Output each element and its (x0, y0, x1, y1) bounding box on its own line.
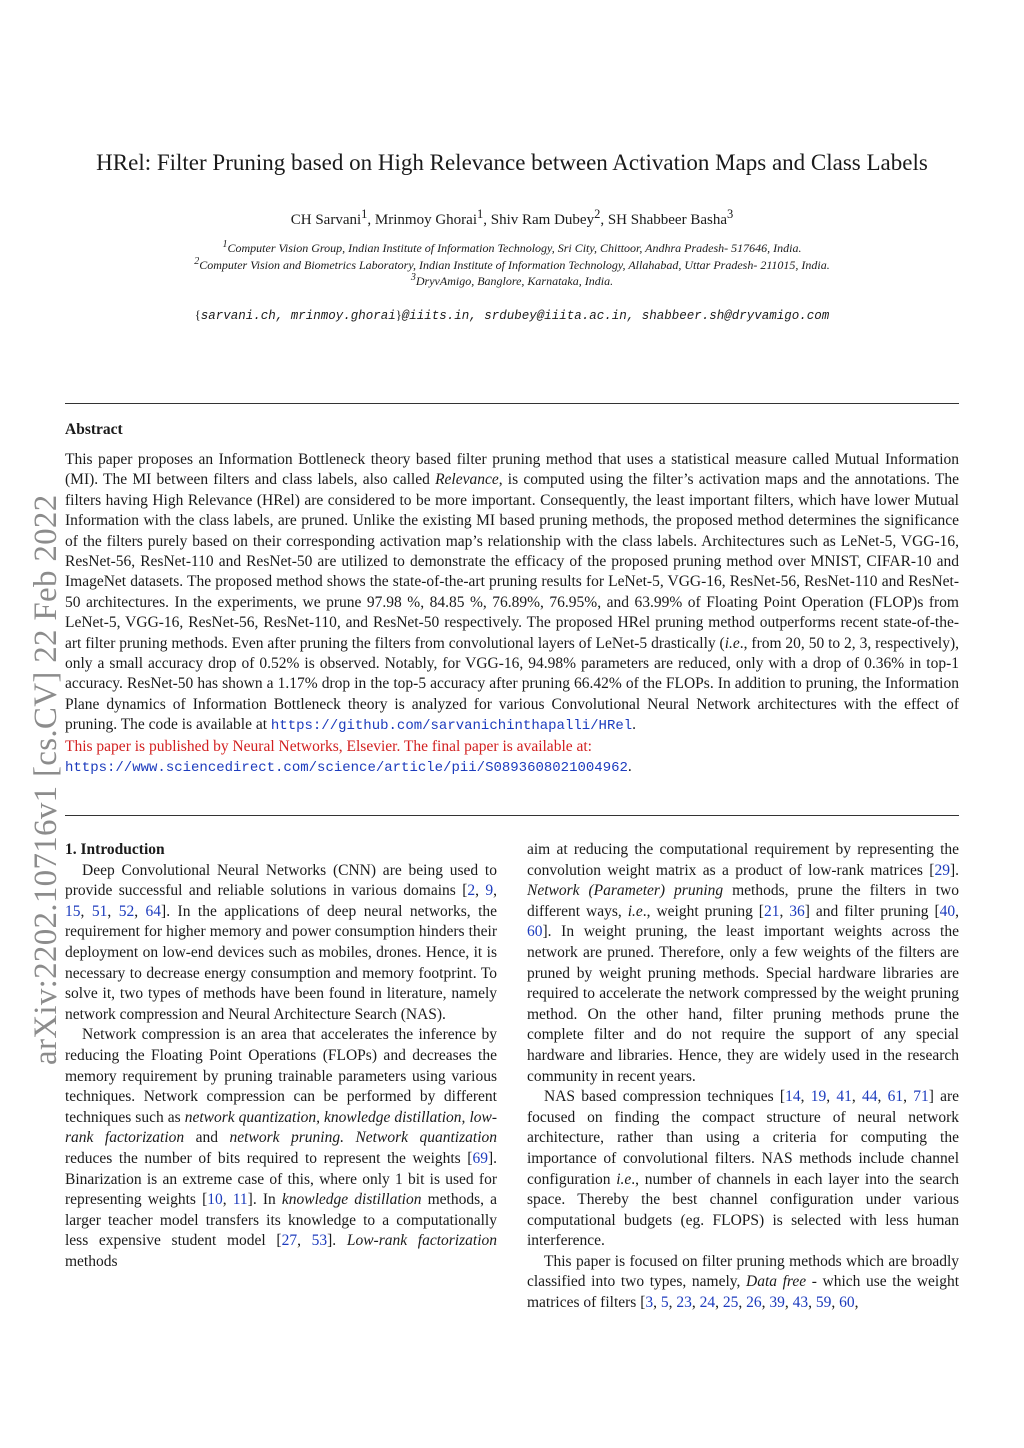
author-sup: 1 (477, 207, 484, 221)
citation[interactable]: 44 (861, 1088, 878, 1106)
citation[interactable]: 19 (810, 1088, 827, 1106)
column-left (65, 840, 497, 1272)
citation[interactable]: 36 (789, 902, 805, 920)
citation[interactable]: 60 (527, 923, 543, 941)
citation[interactable]: 40 (939, 902, 956, 920)
citation[interactable]: 10 (207, 1191, 223, 1209)
email-rest: @iiits.in, srdubey@iiita.ac.in, shabbeer.sh@dryvamigo.com (401, 309, 830, 323)
author-name: SH Shabbeer Basha (607, 212, 727, 228)
affiliation-sup: 2 (194, 256, 200, 267)
citation[interactable]: 14 (785, 1088, 801, 1106)
citation[interactable]: 3 (645, 1294, 654, 1312)
affiliation (0, 239, 1024, 256)
affiliation-sup: 3 (410, 272, 416, 283)
citation[interactable]: 15 (65, 902, 81, 920)
paragraph: This paper is focused on filter pruning methods which are broadly classified into two types, namely, Data free - which use the weight matrices of filters [3, 5, 23, 24, 25, 26, 39, 43, 59, 60, (527, 1252, 960, 1312)
email-line (0, 308, 1024, 323)
citation[interactable]: 39 (769, 1294, 785, 1312)
affiliation-sup: 1 (222, 239, 228, 250)
citation[interactable]: 2 (467, 882, 476, 900)
paragraph: Deep Convolutional Neural Networks (CNN) are being used to provide successful and reliable solutions in various domains [2, 9, 15, 51, 52, 64]. In the applications of deep neural networks, the requirement for higher memory and power consumption hinders their deployment on low-end devices such as mobiles, drones. Hence, it is necessary to decrease energy consumption and memory footprint. To solve it, two types of methods have been found in literature, namely network compression and Neural Architecture Search (NAS). (65, 861, 498, 1023)
email-brace-close: } (395, 308, 402, 322)
citation[interactable]: 23 (676, 1294, 692, 1312)
citation[interactable]: 41 (836, 1088, 852, 1106)
arxiv-stamp: arXiv:2202.10716v1 [cs.CV] 22 Feb 2022 (28, 494, 64, 1065)
paper-title: HRel: Filter Pruning based on High Relevance between Activation Maps and Class Labels (96, 150, 928, 175)
paper-link[interactable]: https://www.sciencedirect.com/science/article/pii/S0893608021004962 (65, 760, 628, 777)
citation[interactable]: 59 (815, 1294, 832, 1312)
affiliation-text: Computer Vision Group, Indian Institute of Information Technology, Sri City, Chittoor, Andhra Pradesh- 517646, India. (227, 241, 802, 255)
abstract-body: This paper proposes an Information Bottleneck theory based filter pruning method that uses a statistical measure called Mutual Information (MI). The MI between filters and class labels, also called Relevance, is computed using the filter’s activation maps and the annotations. The filters having High Relevance (HRel) are considered to be more important. Consequently, the least important filters, which have lower Mutual Information with the class labels, are pruned. Unlike the existing MI based pruning methods, the proposed method determines the significance of the filters purely based on their corresponding activation map’s relationship with the class labels. Architectures such as LeNet-5, VGG-16, ResNet-56, ResNet-110 and ResNet-50 are utilized to demonstrate the efficacy of the proposed pruning method over MNIST, CIFAR-10 and ImageNet datasets. The proposed method shows the state-of-the-art pruning results for LeNet-5, VGG-16, ResNet-56, ResNet-110 and ResNet-50 architectures. In the experiments, we prune 97.98 %, 84.85 %, 76.89%, 76.95%, and 63.99% of Floating Point Operation (FLOP)s from LeNet-5, VGG-16, ResNet-56, ResNet-110, and ResNet-50 respectively. The proposed HRel pruning method outperforms recent state-of-the-art filter pruning methods. Even after pruning the filters from convolutional layers of LeNet-5 drastically (i.e., from 20, 50 to 2, 3, respectively), only a small accuracy drop of 0.52% is observed. Notably, for VGG-16, 94.98% parameters are reduced, only with a drop of 0.36% in top-1 accuracy. ResNet-50 has shown a 1.17% drop in the top-5 accuracy after pruning 66.42% of the FLOPs. In addition to pruning, the Information Plane dynamics of Information Bottleneck theory is analyzed for various Convolutional Neural Network architectures with the effect of pruning. The code is available at https://github.com/sarvanichinthapalli/HRel. This paper is published by Neural Networks, Elsevier. The final paper is available at: https://www.sciencedirect.com/science/article/pii/S0893608021004962. (65, 451, 960, 777)
paragraph: aim at reducing the computational requirement by representing the convolution weight matrix as a product of low-rank matrices [29]. Network (Parameter) pruning methods, prune the filters in two different ways, i.e., weight pruning [21, 36] and filter pruning [40, 60]. In weight pruning, the least important weights across the network are pruned. Therefore, only a few weights of the filters are pruned by weight pruning methods. Special hardware libraries are required to accelerate the network compressed by the weight pruning method. On the other hand, filter pruning methods prune the complete filter and do not require the support of any special hardware and libraries. Hence, they are widely used in the research community in recent years. (527, 841, 959, 1085)
citation[interactable]: 71 (913, 1088, 929, 1106)
citation[interactable]: 52 (118, 902, 135, 920)
email-group: sarvani.ch, mrinmoy.ghorai (200, 309, 396, 323)
citation[interactable]: 21 (763, 902, 780, 920)
citation[interactable]: 29 (934, 861, 950, 879)
author-sup: 2 (594, 207, 601, 221)
citation[interactable]: 69 (472, 1149, 488, 1167)
citation[interactable]: 9 (485, 882, 494, 900)
author-sup: 1 (361, 207, 368, 221)
citation[interactable]: 24 (699, 1294, 716, 1312)
paragraph: NAS based compression techniques [14, 19, 41, 44, 61, 71] are focused on finding the compact structure of neural network architecture, rather than using a criteria for computing the importance of convolutional filters. NAS methods include channel configuration i.e., number of channels in each layer into the search space. Thereby the best channel configuration under various computational budgets (eg. FLOPS) is selected with less human interference. (527, 1088, 960, 1250)
column-right (527, 840, 959, 1314)
abstract-heading: Abstract (65, 421, 123, 438)
divider-top (65, 403, 959, 404)
publication-notice: This paper is published by Neural Networks, Elsevier. The final paper is available at: (65, 737, 592, 755)
affiliation (0, 272, 1024, 289)
author-list: CH Sarvani$^1$, Mrinmoy Ghorai$^1$, Shiv Ram Dubey$^2$, SH Shabbeer Basha$^3$ (290, 207, 734, 228)
author-sup: 3 (727, 207, 734, 221)
citation[interactable]: 43 (792, 1294, 809, 1312)
citation[interactable]: 60 (839, 1294, 855, 1312)
citation[interactable]: 61 (887, 1088, 904, 1106)
email-brace-open: { (194, 308, 201, 322)
author-name: Shiv Ram Dubey (490, 212, 595, 228)
citation[interactable]: 25 (722, 1294, 739, 1312)
citation[interactable]: 53 (311, 1232, 328, 1250)
citation[interactable]: 27 (281, 1232, 298, 1250)
citation[interactable]: 64 (145, 902, 162, 920)
divider-bottom (65, 815, 959, 816)
affiliation-text: Computer Vision and Biometrics Laboratory, Indian Institute of Information Technology, Allahabad, Uttar Pradesh- 211015, India. (199, 258, 830, 272)
citation[interactable]: 51 (91, 902, 108, 920)
citation[interactable]: 11 (232, 1191, 248, 1209)
citation[interactable]: 26 (746, 1294, 762, 1312)
citation[interactable]: 5 (660, 1294, 669, 1312)
code-link[interactable]: https://github.com/sarvanichinthapalli/HRel (270, 718, 633, 735)
author-name: Mrinmoy Ghorai (374, 212, 477, 228)
affiliation-text: DryvAmigo, Banglore, Karnataka, India. (415, 274, 614, 288)
paragraph: Network compression is an area that accelerates the inference by reducing the Floating Point Operations (FLOPs) and decreases the memory requirement by pruning trainable parameters using various techniques. Network compression can be performed by different techniques such as network quantization, knowledge distillation, low-rank factorization and network pruning. Network quantization reduces the number of bits required to represent the weights [69]. Binarization is an extreme case of this, where only 1 bit is used for representing weights [10, 11]. In knowledge distillation methods, a larger teacher model transfers its knowledge to a computationally less expensive student model [27, 53]. Low-rank factorization methods (65, 1026, 498, 1270)
section-heading: 1. Introduction (65, 841, 165, 858)
author-name: CH Sarvani (290, 212, 362, 228)
affiliation (0, 256, 1024, 273)
